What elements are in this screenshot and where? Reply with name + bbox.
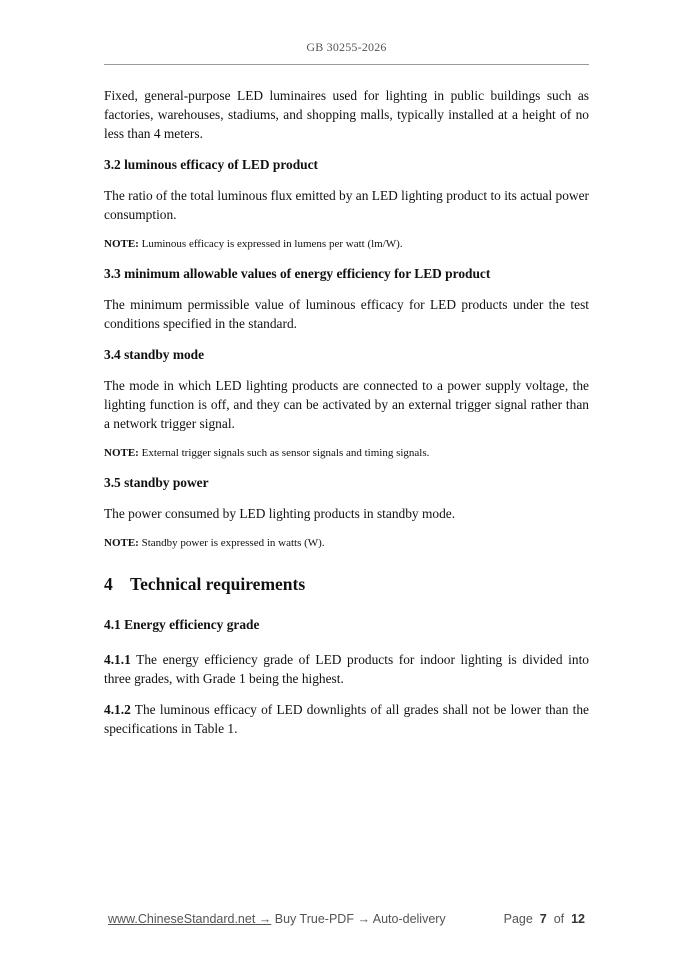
header-divider bbox=[104, 64, 589, 65]
arrow-right-icon: → bbox=[255, 912, 272, 926]
term-heading-3-2: 3.2 luminous efficacy of LED product bbox=[104, 157, 319, 172]
section-number: 4 bbox=[104, 574, 113, 594]
term-definition-3-2: The ratio of the total luminous flux emitted by an LED lighting product to its actual power consumption. bbox=[104, 188, 589, 222]
term-note-3-4 bbox=[104, 445, 589, 461]
term-definition-3-5: The power consumed by LED lighting products in standby mode. bbox=[104, 506, 456, 521]
page-content bbox=[104, 86, 589, 750]
clause-text: The luminous efficacy of LED downlights of all grades shall not be lower than the specifications in Table 1. bbox=[104, 702, 589, 736]
note-label: NOTE: bbox=[104, 238, 139, 250]
page-header: GB 30255-2026 bbox=[306, 40, 387, 54]
page-current: 7 bbox=[539, 912, 547, 926]
site-link-text[interactable]: www.ChineseStandard.net bbox=[108, 912, 256, 926]
delivery-text: Auto-delivery bbox=[369, 912, 446, 926]
page-indicator bbox=[504, 912, 585, 926]
subsection-4-1-heading: 4.1 Energy efficiency grade bbox=[104, 617, 260, 632]
clause-4-1-2 bbox=[104, 700, 589, 738]
term-note-3-2 bbox=[104, 236, 589, 252]
note-label: NOTE: bbox=[104, 447, 139, 459]
site-link[interactable] bbox=[108, 912, 271, 926]
page-label: Page bbox=[503, 912, 533, 926]
clause-text: The energy efficiency grade of LED products for indoor lighting is divided into three grades, with Grade 1 being the highest. bbox=[104, 652, 589, 686]
arrow-right-icon: → bbox=[353, 912, 370, 926]
section-4-heading bbox=[104, 573, 589, 595]
term-heading-3-5: 3.5 standby power bbox=[104, 475, 209, 490]
note-label: NOTE: bbox=[104, 537, 139, 549]
footer-promo bbox=[108, 912, 446, 926]
note-text: Luminous efficacy is expressed in lumens per watt (lm/W). bbox=[138, 238, 403, 250]
clause-4-1-1 bbox=[104, 650, 589, 688]
clause-number: 4.1.2 bbox=[104, 702, 131, 717]
of-label: of bbox=[553, 912, 565, 926]
term-definition-3-4: The mode in which LED lighting products are connected to a power supply voltage, the lighting function is off, and they can be activated by an external trigger signal rather than a network trigger signal. bbox=[104, 378, 589, 431]
buy-text: Buy True-PDF bbox=[271, 912, 354, 926]
intro-paragraph: Fixed, general-purpose LED luminaires used for lighting in public buildings such as factories, warehouses, stadiums, and shopping malls, typically installed at a height of no less than 4 meters. bbox=[104, 88, 589, 141]
term-heading-3-3: 3.3 minimum allowable values of energy efficiency for LED product bbox=[104, 266, 491, 281]
note-text: Standby power is expressed in watts (W). bbox=[138, 537, 325, 549]
term-definition-3-3: The minimum permissible value of luminous efficacy for LED products under the test conditions specified in the standard. bbox=[104, 297, 589, 331]
section-title: Technical requirements bbox=[130, 574, 306, 594]
term-note-3-5 bbox=[104, 535, 589, 551]
clause-number: 4.1.1 bbox=[104, 652, 131, 667]
page-total: 12 bbox=[571, 912, 585, 926]
note-text: External trigger signals such as sensor signals and timing signals. bbox=[138, 447, 430, 459]
term-heading-3-4: 3.4 standby mode bbox=[104, 347, 205, 362]
